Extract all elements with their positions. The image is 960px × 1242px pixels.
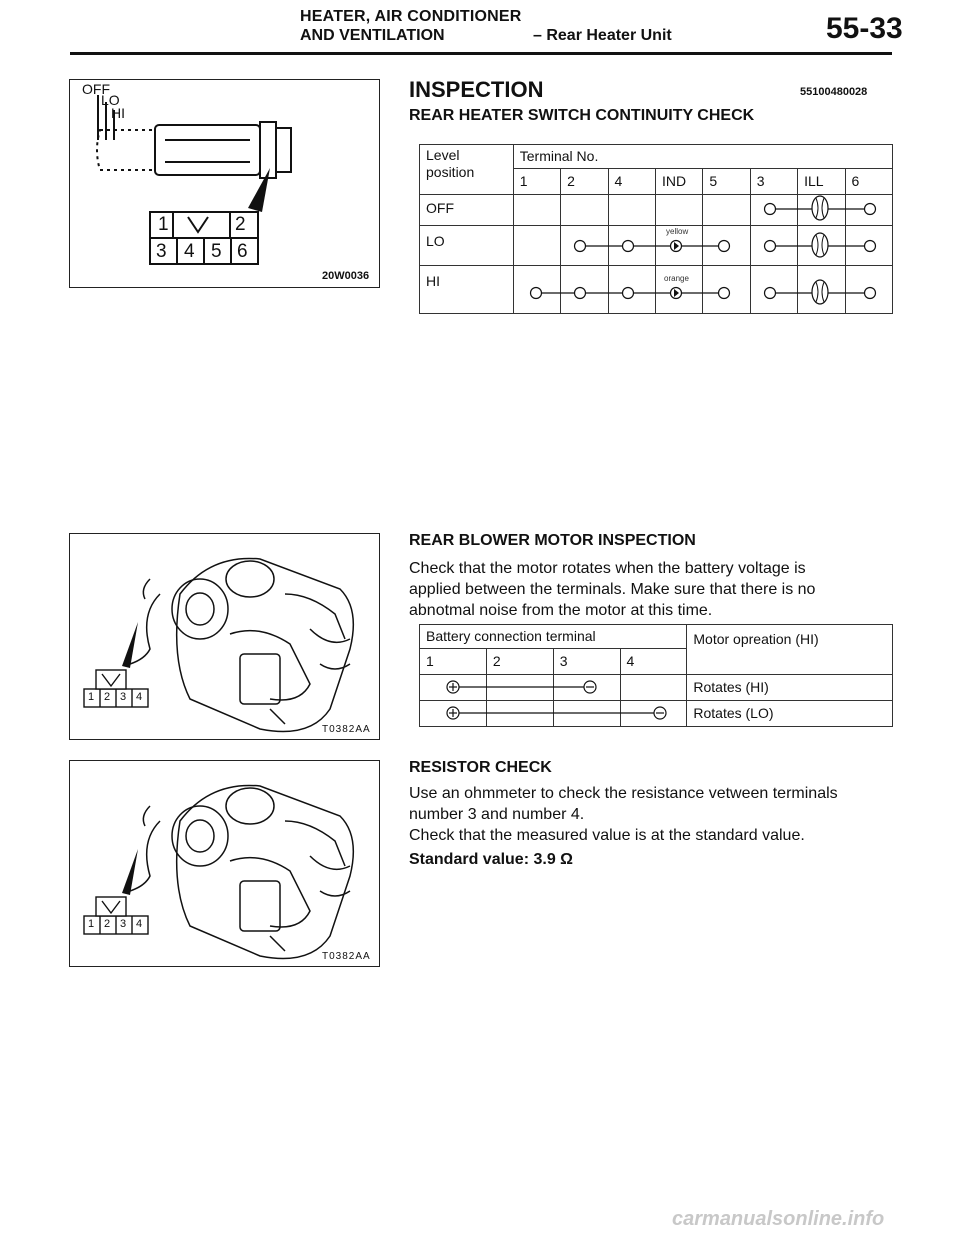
switch-check-heading: REAR HEATER SWITCH CONTINUITY CHECK: [409, 107, 755, 124]
text-line: applied between the terminals. Make sure that there is no: [409, 581, 816, 598]
pin-3: 3: [156, 241, 167, 262]
pin-2: 2: [235, 214, 246, 235]
blower-unit-drawing: [70, 761, 379, 966]
standard-value: Standard value: 3.9 Ω: [409, 851, 573, 868]
terminal-header: Terminal No.: [513, 145, 892, 169]
label-off: OFF: [82, 81, 110, 97]
header-title-line2: AND VENTILATION: [300, 27, 445, 44]
resistor-figure: [69, 760, 380, 967]
indicator-color-lo: yellow: [666, 227, 689, 236]
blower-motor-figure: [69, 533, 380, 740]
text-line: Check that the motor rotates when the battery voltage is: [409, 560, 806, 577]
indicator-color-hi: orange: [664, 274, 689, 283]
terminal-header-cell: 3: [750, 169, 797, 195]
terminal-node: [531, 288, 542, 299]
battery-terminal-header: Battery connection terminal: [420, 625, 687, 649]
pin-2: 2: [104, 691, 111, 703]
terminal-node: [865, 241, 876, 252]
pin-1: 1: [88, 691, 95, 703]
terminal-header-cell: ILL: [798, 169, 845, 195]
terminal-header-cell: 3: [553, 649, 620, 675]
lamp-symbol: [812, 280, 828, 304]
text-line: abnotmal noise from the motor at this time.: [409, 602, 713, 619]
header-subtitle: – Rear Heater Unit: [533, 27, 672, 44]
terminal-node: [623, 241, 634, 252]
terminal-node: [719, 288, 730, 299]
lamp-symbol: [812, 233, 828, 257]
terminal-node: [623, 288, 634, 299]
pin-5: 5: [211, 241, 222, 262]
label-lo: LO: [101, 92, 120, 108]
terminal-node: [575, 241, 586, 252]
page-number: 55-33: [826, 12, 903, 45]
terminal-header-cell: 4: [608, 169, 655, 195]
watermark: carmanualsonline.info: [672, 1208, 885, 1230]
switch-connector-figure: [69, 79, 380, 288]
battery-connection-symbols: [440, 676, 680, 726]
inspection-heading: INSPECTION: [409, 77, 544, 102]
continuity-symbols: [500, 195, 893, 315]
row-label-hi: HI: [420, 266, 514, 314]
terminal-node: [575, 288, 586, 299]
label-hi: HI: [111, 105, 125, 121]
pin-1: 1: [88, 918, 95, 930]
resistor-heading: RESISTOR CHECK: [409, 759, 552, 776]
blower-paragraph: [409, 558, 893, 621]
motor-operation-header: Motor opreation (HI): [687, 625, 893, 675]
pin-3: 3: [120, 691, 127, 703]
pin-3: 3: [120, 918, 127, 930]
header-title-line1: HEATER, AIR CONDITIONER: [300, 8, 522, 25]
text-line: number 3 and number 4.: [409, 806, 585, 823]
row-label-off: OFF: [420, 195, 514, 226]
terminal-header-cell: 4: [620, 649, 687, 675]
pin-4: 4: [136, 918, 143, 930]
pin-4: 4: [136, 691, 143, 703]
col-level-position: Level position: [420, 145, 514, 195]
terminal-node: [765, 288, 776, 299]
row-label-lo: LO: [420, 226, 514, 266]
pin-1: 1: [158, 214, 169, 235]
terminal-node: [865, 204, 876, 215]
terminal-header-cell: 1: [513, 169, 560, 195]
terminal-header-cell: 6: [845, 169, 893, 195]
terminal-header-cell: IND: [655, 169, 702, 195]
blower-heading: REAR BLOWER MOTOR INSPECTION: [409, 532, 696, 549]
figure-code: T0382AA: [322, 724, 371, 735]
inspection-code: 55100480028: [800, 86, 868, 98]
figure-code: 20W0036: [322, 270, 370, 282]
pin-6: 6: [237, 241, 248, 262]
result-rotates-lo: Rotates (LO): [687, 701, 893, 727]
terminal-header-cell: 2: [561, 169, 608, 195]
terminal-header-cell: 2: [486, 649, 553, 675]
header-rule: [70, 52, 892, 55]
text-line: Check that the measured value is at the standard value.: [409, 827, 805, 844]
figure-code: T0382AA: [322, 951, 371, 962]
blower-unit-drawing: [70, 534, 379, 739]
text-line: Use an ohmmeter to check the resistance vetween terminals: [409, 785, 838, 802]
resistor-paragraph: [409, 783, 893, 846]
pin-2: 2: [104, 918, 111, 930]
terminal-node: [719, 241, 730, 252]
pin-4: 4: [184, 241, 195, 262]
terminal-node: [865, 288, 876, 299]
terminal-header-cell: 5: [703, 169, 750, 195]
terminal-header-cell: 1: [420, 649, 487, 675]
terminal-node: [765, 204, 776, 215]
result-rotates-hi: Rotates (HI): [687, 675, 893, 701]
terminal-node: [765, 241, 776, 252]
lamp-symbol: [812, 196, 828, 220]
